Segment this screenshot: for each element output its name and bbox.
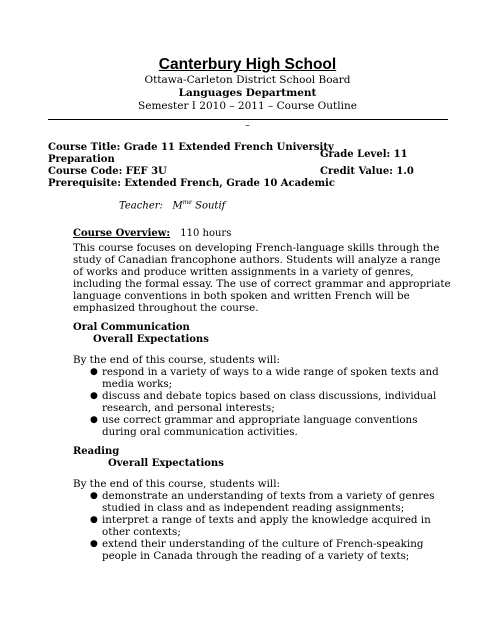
teacher-line [119,199,225,211]
teacher-name-last: Soutif [195,200,226,212]
teacher-name-prefix: M [172,200,183,212]
course-title-cont: Preparation [48,154,115,165]
credit-value: Credit Value: 1.0 [320,166,414,177]
teacher-label: Teacher: [119,200,163,212]
list-item-text: discuss and debate topics based on class discussions, individual research, and personal interests; [102,390,437,414]
list-item-text: demonstrate an understanding of texts from a variety of genres studied in class and as independent reading assignments; [102,490,435,514]
bullet-icon: ● [90,391,98,401]
prerequisite: Prerequisite: Extended French, Grade 10 Academic [48,178,335,189]
overview-paragraph: This course focuses on developing French-language skills through the study of Canadian francophone authors. Students will analyze a range of works and produce written assignments in a variety of genres, including the formal essay. The use of correct grammar and appropriate language conventions in both spoken and written French will be emphasized throughout the course. [73,242,451,314]
overview-label: Course Overview: [73,228,171,239]
bullet-icon: ● [90,367,98,377]
teacher-name-sup: me [182,199,192,206]
reading-heading: Reading [73,446,120,457]
semester-line: Semester I 2010 – 2011 – Course Outline [138,100,357,112]
oral-intro: By the end of this course, students will: [73,354,280,366]
list-item [73,538,453,562]
overview-line [73,221,231,240]
list-item [73,390,453,414]
bullet-icon: ● [90,491,98,501]
school-board: Ottawa-Carleton District School Board [144,74,351,86]
list-item-text: use correct grammar and appropriate language conventions during oral communication activities. [102,414,418,438]
overview-hours: 110 hours [180,228,232,239]
list-item [73,514,453,538]
header-divider [48,119,448,120]
divider-dash: – [245,121,250,131]
list-item [73,414,453,438]
course-code: Course Code: FEF 3U [48,166,167,177]
list-item-text: interpret a range of texts and apply the knowledge acquired in other contexts; [102,514,431,538]
bullet-icon: ● [90,415,98,425]
oral-expectations-list [73,366,453,438]
reading-expectations-list [73,490,453,562]
list-item [73,366,453,390]
list-item-text: respond in a variety of ways to a wide range of spoken texts and media works; [102,366,439,390]
list-item-text: extend their understanding of the culture of French-speaking people in Canada through the reading of a variety of texts; [102,538,424,562]
oral-heading: Oral Communication [73,322,190,333]
grade-level: Grade Level: 11 [320,149,408,160]
course-title: Course Title: Grade 11 Extended French University [48,142,334,153]
bullet-icon: ● [90,539,98,549]
bullet-icon: ● [90,515,98,525]
department: Languages Department [178,87,317,99]
reading-subheading: Overall Expectations [108,458,224,469]
reading-intro: By the end of this course, students will: [73,478,280,490]
school-name: Canterbury High School [158,56,337,73]
oral-subheading: Overall Expectations [93,334,209,345]
list-item [73,490,453,514]
